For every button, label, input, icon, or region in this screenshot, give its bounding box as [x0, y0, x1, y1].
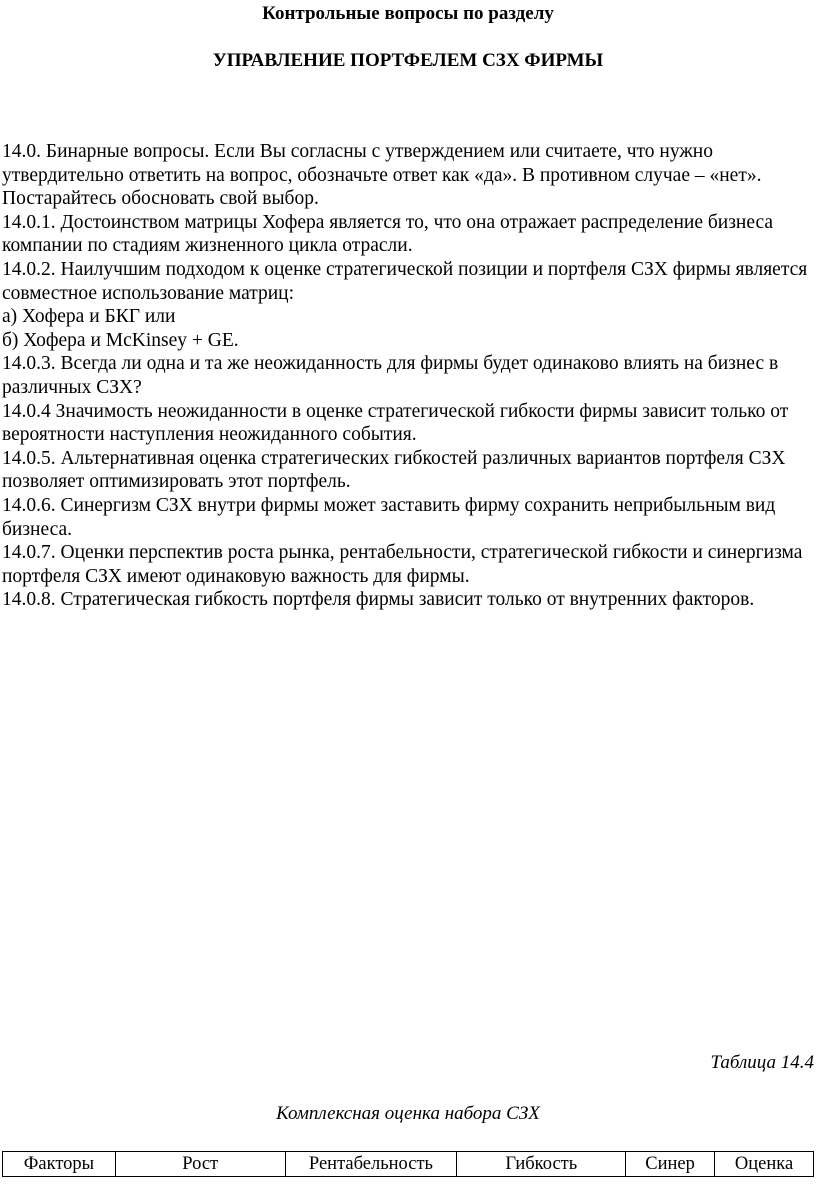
header-factors: Факторы	[3, 1152, 116, 1177]
question-14-0-5: 14.0.5. Альтернативная оценка стратегических гибкостей различных вариантов портфеля СЗХ позволяет оптимизировать этот портфель.	[2, 447, 786, 493]
question-14-0-2: 14.0.2. Наилучшим подходом к оценке стратегической позиции и портфеля СЗХ фирмы является совместное использование матриц:	[2, 258, 808, 304]
table-caption: Таблица 14.4	[710, 1052, 814, 1073]
header-profitability: Рентабельность	[285, 1152, 457, 1177]
question-14-0-4: 14.0.4 Значимость неожиданности в оценке стратегической гибкости фирмы зависит только от вероятности наступления неожиданного события.	[2, 400, 789, 446]
question-14-0-6: 14.0.6. Синергизм СЗХ внутри фирмы может заставить фирму сохранить неприбыльным вид бизнеса.	[2, 494, 776, 540]
question-14-0-7: 14.0.7. Оценки перспектив роста рынка, рентабельности, стратегической гибкости и синергизма портфеля СЗХ имеют одинаковую важность для фирмы.	[2, 542, 803, 587]
option-a: а) Хофера и БКГ или	[2, 306, 176, 328]
question-intro: 14.0. Бинарные вопросы. Если Вы согласны с утверждением или считаете, что нужно утвердительно ответить на вопрос, обозначьте ответ как «да». В противном случае – «нет». Постарайтесь обосновать свой выбор.	[2, 141, 762, 210]
header-score: Оценка	[715, 1152, 814, 1177]
question-14-0-8: 14.0.8. Стратегическая гибкость портфеля фирмы зависит только от внутренних факторов.	[2, 589, 755, 611]
questions-block	[2, 140, 814, 612]
option-b: б) Хофера и McKinsey + GE.	[2, 329, 239, 351]
question-14-0-3: 14.0.3. Всегда ли одна и та же неожиданность для фирмы будет одинаково влиять на бизнес в различных СЗХ?	[2, 353, 779, 398]
question-14-0-1: 14.0.1. Достоинством матрицы Хофера является то, что она отражает распределение бизнеса компании по стадиям жизненного цикла отрасли.	[2, 211, 774, 257]
table-header-row	[3, 1152, 814, 1177]
assessment-table	[2, 1151, 814, 1177]
table-title: Комплексная оценка набора СЗХ	[276, 1103, 540, 1124]
header-growth: Рост	[115, 1152, 285, 1177]
header-synergy: Синер	[626, 1152, 715, 1177]
header-flexibility: Гибкость	[457, 1152, 626, 1177]
page-title: Контрольные вопросы по разделу	[262, 3, 554, 24]
section-title: УПРАВЛЕНИЕ ПОРТФЕЛЕМ СЗХ ФИРМЫ	[212, 50, 604, 71]
